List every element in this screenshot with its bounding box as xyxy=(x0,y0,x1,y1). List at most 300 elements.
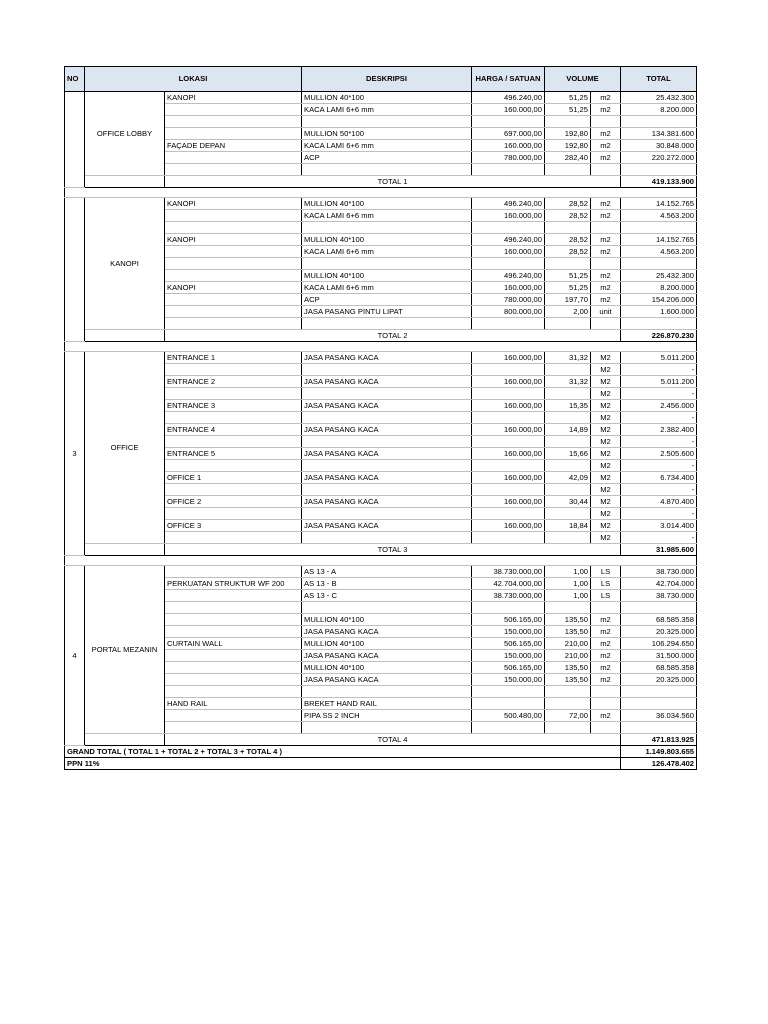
description xyxy=(302,484,472,496)
spacer-cell xyxy=(65,342,697,352)
unit: M2 xyxy=(591,376,621,388)
description: JASA PASANG KACA xyxy=(302,400,472,412)
spacer-row xyxy=(65,556,697,566)
unit: M2 xyxy=(591,508,621,520)
unit: m2 xyxy=(591,626,621,638)
unit-price: 160.000,00 xyxy=(472,520,545,532)
unit: M2 xyxy=(591,388,621,400)
header-row xyxy=(65,67,697,92)
description: KACA LAMI 6+6 mm xyxy=(302,246,472,258)
unit: m2 xyxy=(591,246,621,258)
sub-location xyxy=(165,152,302,164)
unit-price: 160.000,00 xyxy=(472,496,545,508)
line-total: - xyxy=(621,364,697,376)
volume: 51,25 xyxy=(545,92,591,104)
sub-location xyxy=(165,318,302,330)
unit-price: 38.730.000,00 xyxy=(472,566,545,578)
unit xyxy=(591,686,621,698)
unit-price xyxy=(472,686,545,698)
unit-price xyxy=(472,460,545,472)
sub-location: KANOPI xyxy=(165,234,302,246)
sub-location xyxy=(165,650,302,662)
sub-location: ENTRANCE 4 xyxy=(165,424,302,436)
section-number: 4 xyxy=(65,566,85,746)
description: JASA PASANG PINTU LIPAT xyxy=(302,306,472,318)
header-lokasi: LOKASI xyxy=(85,67,302,92)
volume: 51,25 xyxy=(545,104,591,116)
line-total: 5.011.200 xyxy=(621,376,697,388)
unit-price: 160.000,00 xyxy=(472,424,545,436)
unit-price: 800.000,00 xyxy=(472,306,545,318)
header-harga: HARGA / SATUAN xyxy=(472,67,545,92)
volume xyxy=(545,116,591,128)
sub-location xyxy=(165,590,302,602)
unit: M2 xyxy=(591,400,621,412)
description xyxy=(302,508,472,520)
sub-location xyxy=(165,674,302,686)
unit-price xyxy=(472,532,545,544)
description xyxy=(302,318,472,330)
unit: M2 xyxy=(591,436,621,448)
unit: m2 xyxy=(591,710,621,722)
unit: M2 xyxy=(591,472,621,484)
unit: M2 xyxy=(591,460,621,472)
cost-estimate-sheet xyxy=(64,66,696,770)
volume: 51,25 xyxy=(545,270,591,282)
unit: m2 xyxy=(591,282,621,294)
sub-location xyxy=(165,602,302,614)
line-total xyxy=(621,222,697,234)
description xyxy=(302,460,472,472)
sub-location: FAÇADE DEPAN xyxy=(165,140,302,152)
line-total: 2.382.400 xyxy=(621,424,697,436)
line-total: 20.325.000 xyxy=(621,626,697,638)
volume xyxy=(545,318,591,330)
sub-location: ENTRANCE 2 xyxy=(165,376,302,388)
description: JASA PASANG KACA xyxy=(302,424,472,436)
sub-location xyxy=(165,128,302,140)
description xyxy=(302,388,472,400)
section-total-value: 419.133.900 xyxy=(621,176,697,188)
section-number xyxy=(65,198,85,342)
volume: 192,80 xyxy=(545,140,591,152)
unit-price: 160.000,00 xyxy=(472,376,545,388)
section-total-value: 471.813.925 xyxy=(621,734,697,746)
sub-location xyxy=(165,662,302,674)
line-total: 2.456.000 xyxy=(621,400,697,412)
description: AS 13 - B xyxy=(302,578,472,590)
line-total: 20.325.000 xyxy=(621,674,697,686)
unit-price: 160.000,00 xyxy=(472,352,545,364)
line-total: - xyxy=(621,508,697,520)
description: KACA LAMI 6+6 mm xyxy=(302,104,472,116)
line-total: 68.585.358 xyxy=(621,614,697,626)
line-total xyxy=(621,318,697,330)
volume: 1,00 xyxy=(545,578,591,590)
unit-price: 160.000,00 xyxy=(472,104,545,116)
description: JASA PASANG KACA xyxy=(302,472,472,484)
line-total: 106.294.650 xyxy=(621,638,697,650)
unit: m2 xyxy=(591,152,621,164)
ppn-value: 126.478.402 xyxy=(621,758,697,770)
description: JASA PASANG KACA xyxy=(302,376,472,388)
sub-location xyxy=(165,306,302,318)
volume: 42,09 xyxy=(545,472,591,484)
volume xyxy=(545,258,591,270)
sub-location xyxy=(165,210,302,222)
unit-price xyxy=(472,698,545,710)
table-row xyxy=(65,352,697,364)
section-total-row xyxy=(65,330,697,342)
volume xyxy=(545,508,591,520)
description: KACA LAMI 6+6 mm xyxy=(302,140,472,152)
unit-price xyxy=(472,388,545,400)
line-total: 14.152.765 xyxy=(621,198,697,210)
spacer-row xyxy=(65,188,697,198)
section-total-label: TOTAL 3 xyxy=(165,544,621,556)
description xyxy=(302,164,472,176)
unit xyxy=(591,258,621,270)
unit-price: 160.000,00 xyxy=(472,448,545,460)
sub-location: KANOPI xyxy=(165,92,302,104)
unit-price xyxy=(472,258,545,270)
unit: m2 xyxy=(591,650,621,662)
unit-price xyxy=(472,508,545,520)
volume: 28,52 xyxy=(545,234,591,246)
sub-location xyxy=(165,566,302,578)
unit-price: 42.704.000,00 xyxy=(472,578,545,590)
line-total: - xyxy=(621,532,697,544)
line-total: 68.585.358 xyxy=(621,662,697,674)
sub-location: OFFICE 1 xyxy=(165,472,302,484)
unit: M2 xyxy=(591,364,621,376)
unit: M2 xyxy=(591,520,621,532)
line-total: - xyxy=(621,412,697,424)
description: JASA PASANG KACA xyxy=(302,520,472,532)
sub-location: HAND RAIL xyxy=(165,698,302,710)
description: MULLION 40*100 xyxy=(302,92,472,104)
unit xyxy=(591,722,621,734)
unit-price xyxy=(472,116,545,128)
line-total: 3.014.400 xyxy=(621,520,697,532)
description: PIPA SS 2 INCH xyxy=(302,710,472,722)
unit-price: 150.000,00 xyxy=(472,674,545,686)
sub-location xyxy=(165,460,302,472)
description: JASA PASANG KACA xyxy=(302,496,472,508)
sub-location xyxy=(165,686,302,698)
description: MULLION 40*100 xyxy=(302,614,472,626)
description xyxy=(302,686,472,698)
table-row xyxy=(65,92,697,104)
table-row xyxy=(65,198,697,210)
description: MULLION 40*100 xyxy=(302,270,472,282)
volume: 15,35 xyxy=(545,400,591,412)
volume: 2,00 xyxy=(545,306,591,318)
line-total: - xyxy=(621,484,697,496)
volume: 15,66 xyxy=(545,448,591,460)
description xyxy=(302,364,472,376)
line-total xyxy=(621,698,697,710)
volume: 135,50 xyxy=(545,614,591,626)
sub-location xyxy=(165,532,302,544)
description xyxy=(302,222,472,234)
section-total-row xyxy=(65,544,697,556)
volume xyxy=(545,364,591,376)
section-total-value: 226.870.230 xyxy=(621,330,697,342)
volume: 18,84 xyxy=(545,520,591,532)
sub-location xyxy=(165,294,302,306)
unit xyxy=(591,164,621,176)
unit: m2 xyxy=(591,234,621,246)
header-volume: VOLUME xyxy=(545,67,621,92)
description: BREKET HAND RAIL xyxy=(302,698,472,710)
line-total: 38.730.000 xyxy=(621,566,697,578)
sub-location: PERKUATAN STRUKTUR WF 200 xyxy=(165,578,302,590)
line-total: - xyxy=(621,460,697,472)
volume xyxy=(545,460,591,472)
line-total: 4.563.200 xyxy=(621,210,697,222)
volume: 31,32 xyxy=(545,376,591,388)
unit-price: 496.240,00 xyxy=(472,198,545,210)
unit: LS xyxy=(591,566,621,578)
section-total-label: TOTAL 4 xyxy=(165,734,621,746)
unit: M2 xyxy=(591,424,621,436)
section-location: OFFICE xyxy=(85,352,165,544)
description: KACA LAMI 6+6 mm xyxy=(302,210,472,222)
header-total: TOTAL xyxy=(621,67,697,92)
unit-price xyxy=(472,364,545,376)
sub-location xyxy=(165,388,302,400)
sub-location xyxy=(165,246,302,258)
total-spacer xyxy=(85,330,165,342)
unit-price: 506.165,00 xyxy=(472,614,545,626)
line-total: 14.152.765 xyxy=(621,234,697,246)
volume: 135,50 xyxy=(545,674,591,686)
unit-price: 160.000,00 xyxy=(472,400,545,412)
unit-price: 496.240,00 xyxy=(472,234,545,246)
line-total xyxy=(621,116,697,128)
total-spacer xyxy=(85,544,165,556)
grand-total-row xyxy=(65,746,697,758)
unit-price: 496.240,00 xyxy=(472,92,545,104)
line-total: 2.505.600 xyxy=(621,448,697,460)
unit: m2 xyxy=(591,674,621,686)
sub-location xyxy=(165,270,302,282)
description: MULLION 50*100 xyxy=(302,128,472,140)
sub-location xyxy=(165,484,302,496)
sub-location xyxy=(165,116,302,128)
volume: 28,52 xyxy=(545,246,591,258)
total-spacer xyxy=(85,176,165,188)
section-total-label: TOTAL 1 xyxy=(165,176,621,188)
volume: 282,40 xyxy=(545,152,591,164)
line-total xyxy=(621,258,697,270)
line-total xyxy=(621,602,697,614)
line-total: 25.432.300 xyxy=(621,92,697,104)
sub-location xyxy=(165,614,302,626)
table-row xyxy=(65,566,697,578)
line-total: 4.563.200 xyxy=(621,246,697,258)
volume: 72,00 xyxy=(545,710,591,722)
header-deskripsi: DESKRIPSI xyxy=(302,67,472,92)
unit: LS xyxy=(591,578,621,590)
unit-price xyxy=(472,722,545,734)
unit: M2 xyxy=(591,496,621,508)
volume xyxy=(545,722,591,734)
volume: 197,70 xyxy=(545,294,591,306)
unit: m2 xyxy=(591,140,621,152)
description: JASA PASANG KACA xyxy=(302,448,472,460)
unit: m2 xyxy=(591,294,621,306)
unit: LS xyxy=(591,590,621,602)
unit-price: 160.000,00 xyxy=(472,210,545,222)
volume xyxy=(545,602,591,614)
section-total-label: TOTAL 2 xyxy=(165,330,621,342)
sub-location xyxy=(165,710,302,722)
line-total: 31.500.000 xyxy=(621,650,697,662)
sub-location xyxy=(165,626,302,638)
section-location: KANOPI xyxy=(85,198,165,330)
sub-location: ENTRANCE 5 xyxy=(165,448,302,460)
line-total: 154.206.000 xyxy=(621,294,697,306)
unit-price: 150.000,00 xyxy=(472,650,545,662)
volume xyxy=(545,532,591,544)
unit xyxy=(591,602,621,614)
description xyxy=(302,258,472,270)
description: AS 13 - C xyxy=(302,590,472,602)
description: JASA PASANG KACA xyxy=(302,650,472,662)
sub-location xyxy=(165,258,302,270)
section-total-value: 31.985.600 xyxy=(621,544,697,556)
unit-price xyxy=(472,412,545,424)
unit-price: 500.480,00 xyxy=(472,710,545,722)
spacer-cell xyxy=(65,188,697,198)
unit-price: 160.000,00 xyxy=(472,472,545,484)
unit-price: 496.240,00 xyxy=(472,270,545,282)
description: ACP xyxy=(302,294,472,306)
sub-location xyxy=(165,222,302,234)
unit-price: 506.165,00 xyxy=(472,638,545,650)
unit xyxy=(591,318,621,330)
unit-price xyxy=(472,164,545,176)
description: JASA PASANG KACA xyxy=(302,352,472,364)
volume xyxy=(545,436,591,448)
sub-location: ENTRANCE 1 xyxy=(165,352,302,364)
line-total: 36.034.560 xyxy=(621,710,697,722)
volume xyxy=(545,388,591,400)
unit-price xyxy=(472,602,545,614)
line-total: 134.381.600 xyxy=(621,128,697,140)
unit: m2 xyxy=(591,614,621,626)
description: MULLION 40*100 xyxy=(302,662,472,674)
unit-price: 697.000,00 xyxy=(472,128,545,140)
unit-price: 780.000,00 xyxy=(472,152,545,164)
line-total: 1.600.000 xyxy=(621,306,697,318)
section-location: PORTAL MEZANIN xyxy=(85,566,165,734)
description: ACP xyxy=(302,152,472,164)
line-total xyxy=(621,722,697,734)
unit-price xyxy=(472,318,545,330)
unit: m2 xyxy=(591,638,621,650)
spacer-cell xyxy=(65,556,697,566)
unit-price xyxy=(472,484,545,496)
line-total: 25.432.300 xyxy=(621,270,697,282)
unit: unit xyxy=(591,306,621,318)
line-total: 38.730.000 xyxy=(621,590,697,602)
section-total-row xyxy=(65,176,697,188)
ppn-row xyxy=(65,758,697,770)
total-spacer xyxy=(85,734,165,746)
volume: 28,52 xyxy=(545,198,591,210)
header-no: NO xyxy=(65,67,85,92)
sub-location: ENTRANCE 3 xyxy=(165,400,302,412)
section-total-row xyxy=(65,734,697,746)
line-total: 8.200.000 xyxy=(621,282,697,294)
unit: M2 xyxy=(591,412,621,424)
unit-price: 160.000,00 xyxy=(472,140,545,152)
volume: 1,00 xyxy=(545,590,591,602)
cost-table xyxy=(64,66,697,770)
unit: M2 xyxy=(591,532,621,544)
volume: 210,00 xyxy=(545,638,591,650)
description xyxy=(302,532,472,544)
sub-location: OFFICE 2 xyxy=(165,496,302,508)
volume: 51,25 xyxy=(545,282,591,294)
line-total xyxy=(621,686,697,698)
section-number: 3 xyxy=(65,352,85,556)
sub-location: KANOPI xyxy=(165,198,302,210)
table-body xyxy=(65,92,697,770)
sub-location: CURTAIN WALL xyxy=(165,638,302,650)
volume: 192,80 xyxy=(545,128,591,140)
sub-location xyxy=(165,364,302,376)
description xyxy=(302,436,472,448)
unit-price: 506.165,00 xyxy=(472,662,545,674)
volume: 30,44 xyxy=(545,496,591,508)
volume xyxy=(545,222,591,234)
sub-location xyxy=(165,436,302,448)
section-number xyxy=(65,92,85,188)
line-total: 5.011.200 xyxy=(621,352,697,364)
description: MULLION 40*100 xyxy=(302,234,472,246)
volume xyxy=(545,412,591,424)
volume: 28,52 xyxy=(545,210,591,222)
volume: 31,32 xyxy=(545,352,591,364)
ppn-label: PPN 11% xyxy=(65,758,621,770)
sub-location xyxy=(165,164,302,176)
line-total: - xyxy=(621,388,697,400)
unit: M2 xyxy=(591,448,621,460)
description: MULLION 40*100 xyxy=(302,198,472,210)
unit xyxy=(591,698,621,710)
sub-location xyxy=(165,412,302,424)
volume xyxy=(545,686,591,698)
sub-location xyxy=(165,722,302,734)
volume: 14,89 xyxy=(545,424,591,436)
unit-price: 38.730.000,00 xyxy=(472,590,545,602)
unit: m2 xyxy=(591,198,621,210)
line-total: 220.272.000 xyxy=(621,152,697,164)
spacer-row xyxy=(65,342,697,352)
unit-price: 160.000,00 xyxy=(472,282,545,294)
description: MULLION 40*100 xyxy=(302,638,472,650)
volume: 135,50 xyxy=(545,662,591,674)
description: AS 13 - A xyxy=(302,566,472,578)
unit: m2 xyxy=(591,662,621,674)
sub-location: OFFICE 3 xyxy=(165,520,302,532)
unit: M2 xyxy=(591,484,621,496)
line-total: 42.704.000 xyxy=(621,578,697,590)
